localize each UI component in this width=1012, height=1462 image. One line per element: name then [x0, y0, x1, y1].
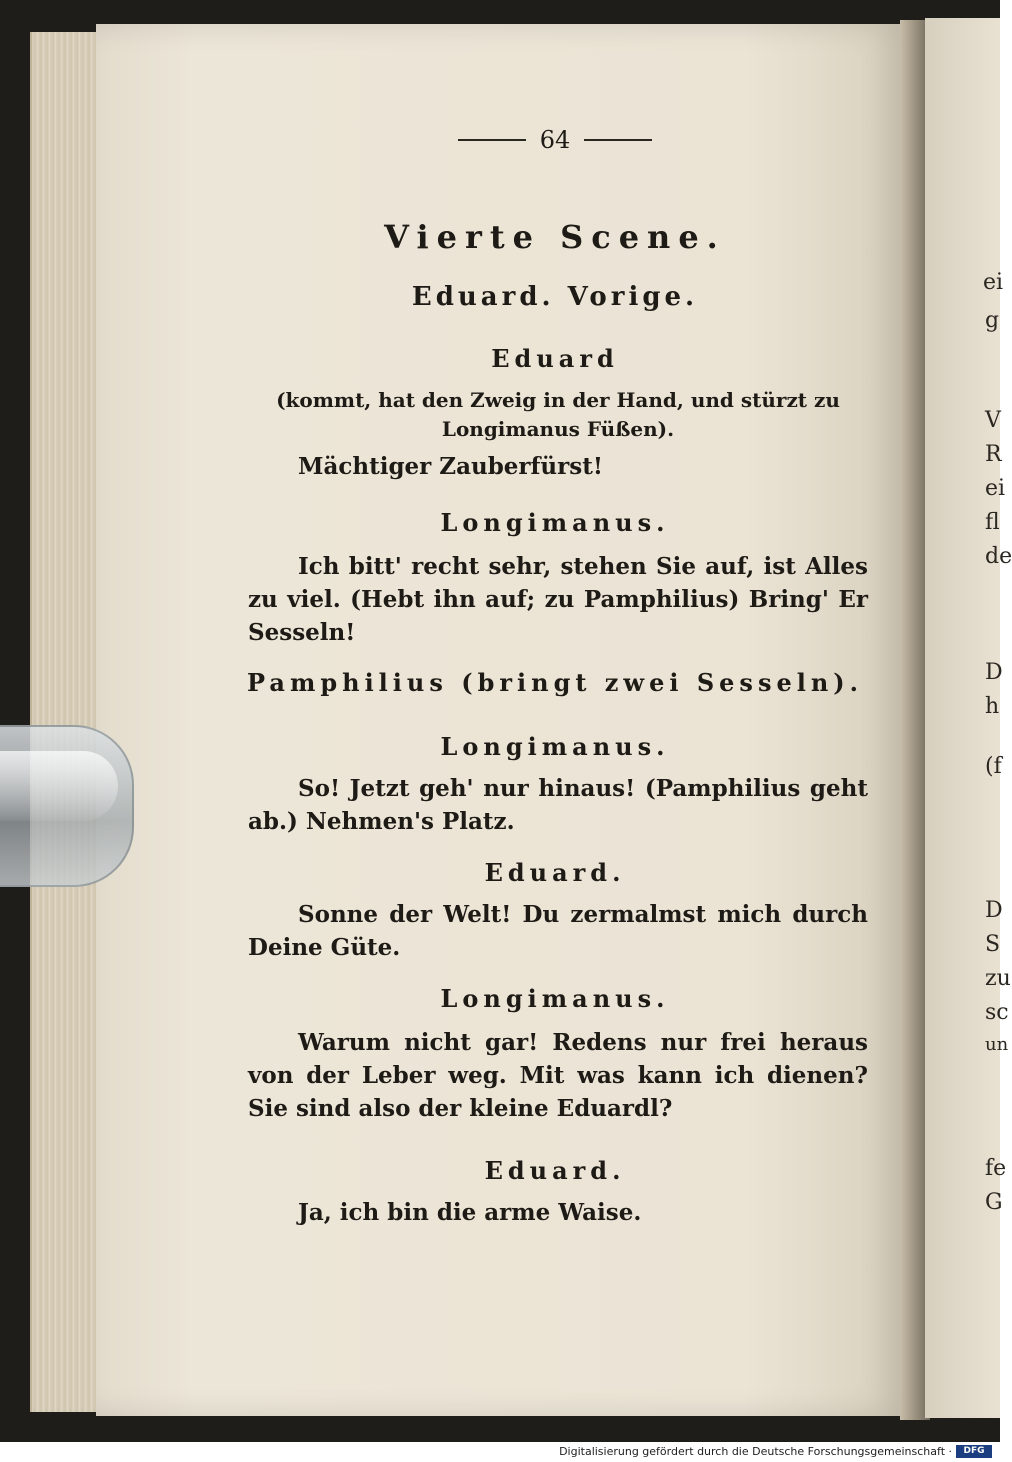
facing-fragment: D: [985, 660, 1003, 685]
facing-fragment: h: [985, 694, 1000, 719]
dialogue-line: Ich bitt' recht sehr, stehen Sie auf, ist Alles zu viel. (Hebt ihn auf; zu Pamphilius) Bring' Er Sesseln!: [248, 553, 868, 646]
facing-fragment: zu: [985, 966, 1011, 991]
footer-credit: Digitalisierung gefördert durch die Deutsche Forschungsgemeinschaft ·: [559, 1445, 952, 1458]
facing-page: [925, 18, 1012, 1418]
facing-fragment: ei: [983, 270, 1004, 295]
footer: [0, 1442, 1000, 1462]
facing-fragment: ei: [985, 476, 1006, 501]
scene-heading: Vierte Scene.: [384, 218, 726, 256]
dialogue-line: Sonne der Welt! Du zermalmst mich durch Deine Güte.: [248, 901, 868, 961]
page-number-value: 64: [539, 126, 571, 154]
speaker-name: Longimanus.: [440, 984, 670, 1013]
speaker-name: Eduard.: [484, 858, 626, 887]
speaker-name: Pamphilius (bringt zwei Sesseln).: [246, 668, 864, 697]
speaker-name: Eduard.: [484, 1156, 626, 1185]
page-number: [240, 126, 870, 154]
speaker-name: Longimanus.: [440, 508, 670, 537]
page-clip: [0, 725, 134, 887]
facing-fragment: D: [985, 898, 1003, 923]
facing-fragment: V: [985, 408, 1001, 433]
facing-fragment: S: [985, 932, 1001, 957]
dfg-logo: DFG: [956, 1445, 992, 1458]
facing-fragment: fl: [985, 510, 1000, 535]
facing-fragment: (f: [985, 754, 1002, 779]
facing-fragment: fe: [985, 1156, 1007, 1181]
speaker-name: Longimanus.: [440, 732, 670, 761]
speaker-name: Eduard: [491, 344, 619, 373]
facing-fragment: G: [985, 1190, 1003, 1215]
facing-fragment: de: [985, 544, 1012, 569]
stage-direction: (kommt, hat den Zweig in der Hand, und stürzt zu Longimanus Füßen).: [276, 388, 840, 441]
cast-line: Eduard. Vorige.: [411, 282, 699, 312]
dialogue-line: Mächtiger Zauberfürst!: [298, 453, 603, 480]
facing-fragment: sc: [985, 1000, 1009, 1025]
facing-fragment: un: [985, 1034, 1009, 1055]
facing-fragment: R: [985, 442, 1002, 467]
dialogue-line: Ja, ich bin die arme Waise.: [298, 1199, 642, 1226]
dialogue-line: Warum nicht gar! Redens nur frei heraus von der Leber weg. Mit was kann ich dienen? Sie sind also der kleine Eduardl?: [248, 1029, 868, 1122]
facing-fragment: g: [985, 308, 1000, 333]
dialogue-line: So! Jetzt geh' nur hinaus! (Pamphilius geht ab.) Nehmen's Platz.: [248, 775, 868, 835]
